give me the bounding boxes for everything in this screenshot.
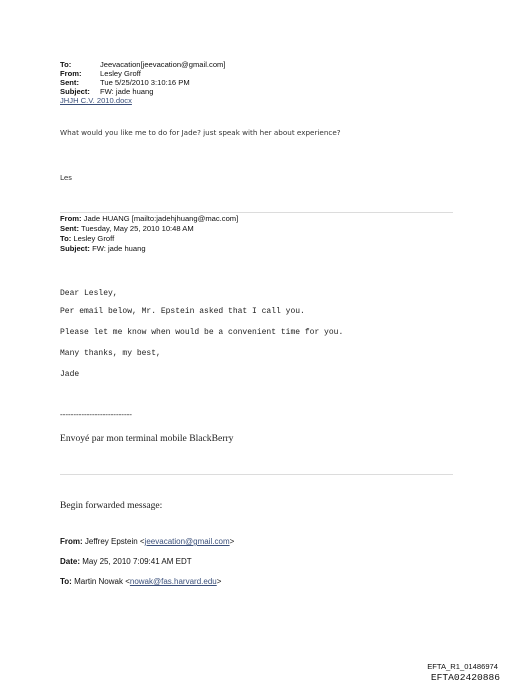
sent-value: Tue 5/25/2010 3:10:16 PM [100, 78, 190, 87]
quoted-to-value: Lesley Groff [73, 234, 115, 243]
forward-to-email-link[interactable]: nowak@fas.harvard.edu [129, 577, 217, 586]
footer-id-2: EFTA02420886 [430, 672, 500, 683]
quoted-sent-value: Tuesday, May 25, 2010 10:48 AM [80, 224, 194, 233]
forward-intro: Begin forwarded message: [60, 500, 163, 511]
reply-text: What would you like me to do for Jade? just speak with her about experience? [60, 128, 341, 137]
header-from [60, 69, 141, 78]
header-subject [60, 87, 153, 96]
footer-id-1: EFTA_R1_01486974 [427, 662, 498, 671]
to-label: To: [60, 60, 72, 69]
jade-line2: Please let me know when would be a convenient time for you. [60, 328, 344, 337]
header-to [60, 60, 225, 69]
sent-label: Sent: [60, 78, 79, 87]
jade-line3: Many thanks, my best, [60, 349, 161, 358]
dash-separator: --------------------------- [60, 410, 132, 419]
jade-greeting: Dear Lesley, [60, 289, 118, 298]
quoted-from-value: Jade HUANG [mailto:jadehjhuang@mac.com] [83, 214, 239, 223]
reply-signature: Les [60, 173, 73, 182]
forward-from-label: From: [60, 537, 83, 546]
quoted-to-label: To: [60, 234, 72, 243]
subject-value: FW: jade huang [100, 87, 154, 96]
jade-signature: Jade [60, 370, 80, 379]
quoted-from [60, 214, 238, 223]
from-label: From: [60, 69, 82, 78]
forward-to-label: To: [60, 577, 72, 586]
from-value: Lesley Groff [100, 69, 141, 78]
quoted-from-label: From: [60, 214, 82, 223]
header-sent [60, 78, 190, 87]
forward-to-name: Martin Nowak < [74, 577, 130, 586]
quoted-subject [60, 244, 146, 253]
quoted-sent [60, 224, 194, 233]
quoted-sent-label: Sent: [60, 224, 79, 233]
forward-from-name: Jeffrey Epstein < [84, 537, 145, 546]
jade-line1: Per email below, Mr. Epstein asked that I call you. [60, 307, 305, 316]
forward-to [60, 577, 221, 586]
divider-forward [60, 474, 453, 475]
attachment-link[interactable]: JHJH C.V. 2010.docx [60, 96, 132, 105]
forward-date-value: May 25, 2010 7:09:41 AM EDT [82, 557, 192, 566]
forward-date-label: Date: [60, 557, 81, 566]
subject-label: Subject: [60, 87, 90, 96]
forward-from [60, 537, 234, 546]
forward-date [60, 557, 192, 566]
quoted-subject-value: FW: jade huang [92, 244, 146, 253]
forward-from-close: > [229, 537, 235, 546]
forward-to-close: > [216, 577, 222, 586]
to-value: Jeevacation[jeevacation@gmail.com] [100, 60, 226, 69]
quoted-subject-label: Subject: [60, 244, 90, 253]
divider-quoted [60, 212, 453, 213]
forward-from-email-link[interactable]: jeevacation@gmail.com [144, 537, 230, 546]
quoted-to [60, 234, 114, 243]
blackberry-signature: Envoyé par mon terminal mobile BlackBerry [60, 433, 234, 444]
